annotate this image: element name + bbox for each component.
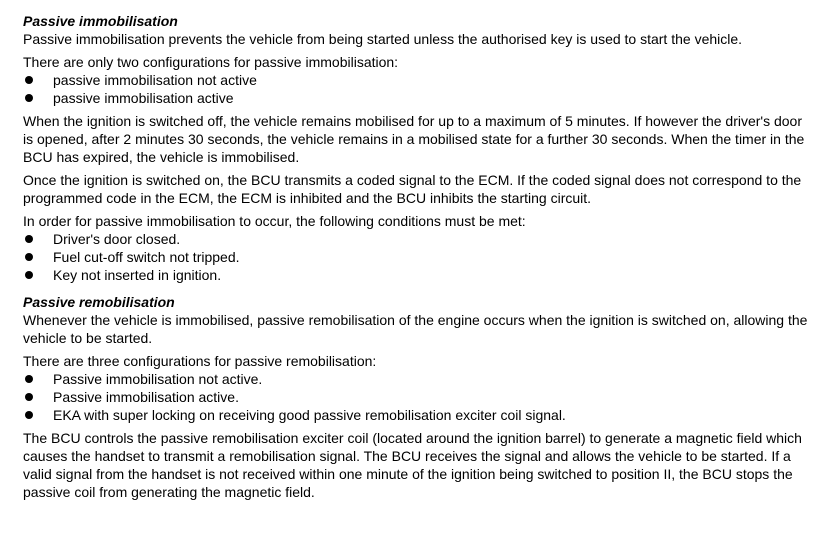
paragraph-timer: When the ignition is switched off, the vehicle remains mobilised for up to a maximum of 5 minutes. If however the driver's door is opened, after 2 minutes 30 seconds, the vehicle remains in a mobilised state for a further 30 seconds. When the timer in the BCU has expired, the vehicle is immobilised. bbox=[23, 113, 805, 165]
bullet-icon bbox=[25, 411, 33, 419]
bullet-icon bbox=[25, 393, 33, 401]
document-body bbox=[23, 12, 813, 501]
paragraph-coded-signal: Once the ignition is switched on, the BCU transmits a coded signal to the ECM. If the coded signal does not correspond to the programmed code in the ECM, the ECM is inhibited and the BCU inhibits the starting circuit. bbox=[23, 172, 802, 206]
config-list bbox=[23, 71, 813, 107]
conditions-intro: In order for passive immobilisation to occur, the following conditions must be met: bbox=[23, 213, 526, 229]
bullet-icon bbox=[25, 94, 33, 102]
list-item: Passive immobilisation active. bbox=[23, 388, 813, 406]
paragraph-exciter-coil: The BCU controls the passive remobilisation exciter coil (located around the ignition barrel) to generate a magnetic field which causes the handset to transmit a remobilisation signal. The BCU receives the signal and allows the vehicle to be started. If a valid signal from the handset is not received within one minute of the ignition being switched to position II, the BCU stops the passive coil from generating the magnetic field. bbox=[23, 430, 802, 500]
list-item: Passive immobilisation not active. bbox=[23, 370, 813, 388]
bullet-icon bbox=[25, 76, 33, 84]
section-intro: Whenever the vehicle is immobilised, passive remobilisation of the engine occurs when the ignition is switched on, allowing the vehicle to be started. bbox=[23, 312, 808, 346]
section-intro: Passive immobilisation prevents the vehicle from being started unless the authorised key is used to start the vehicle. bbox=[23, 31, 743, 47]
config-list bbox=[23, 370, 813, 424]
bullet-icon bbox=[25, 235, 33, 243]
bullet-icon bbox=[25, 253, 33, 261]
bullet-icon bbox=[25, 375, 33, 383]
section-passive-remobilisation bbox=[23, 293, 813, 501]
list-item: Fuel cut-off switch not tripped. bbox=[23, 248, 813, 266]
list-item: EKA with super locking on receiving good passive remobilisation exciter coil signal. bbox=[23, 406, 813, 424]
config-intro: There are only two configurations for passive immobilisation: bbox=[23, 54, 399, 70]
bullet-icon bbox=[25, 271, 33, 279]
config-intro: There are three configurations for passive remobilisation: bbox=[23, 353, 377, 369]
list-item: passive immobilisation active bbox=[23, 89, 813, 107]
list-item: Key not inserted in ignition. bbox=[23, 266, 813, 284]
section-heading: Passive remobilisation bbox=[23, 294, 175, 310]
conditions-list bbox=[23, 230, 813, 284]
list-item: Driver's door closed. bbox=[23, 230, 813, 248]
section-passive-immobilisation bbox=[23, 12, 813, 284]
section-heading: Passive immobilisation bbox=[23, 13, 178, 29]
list-item: passive immobilisation not active bbox=[23, 71, 813, 89]
